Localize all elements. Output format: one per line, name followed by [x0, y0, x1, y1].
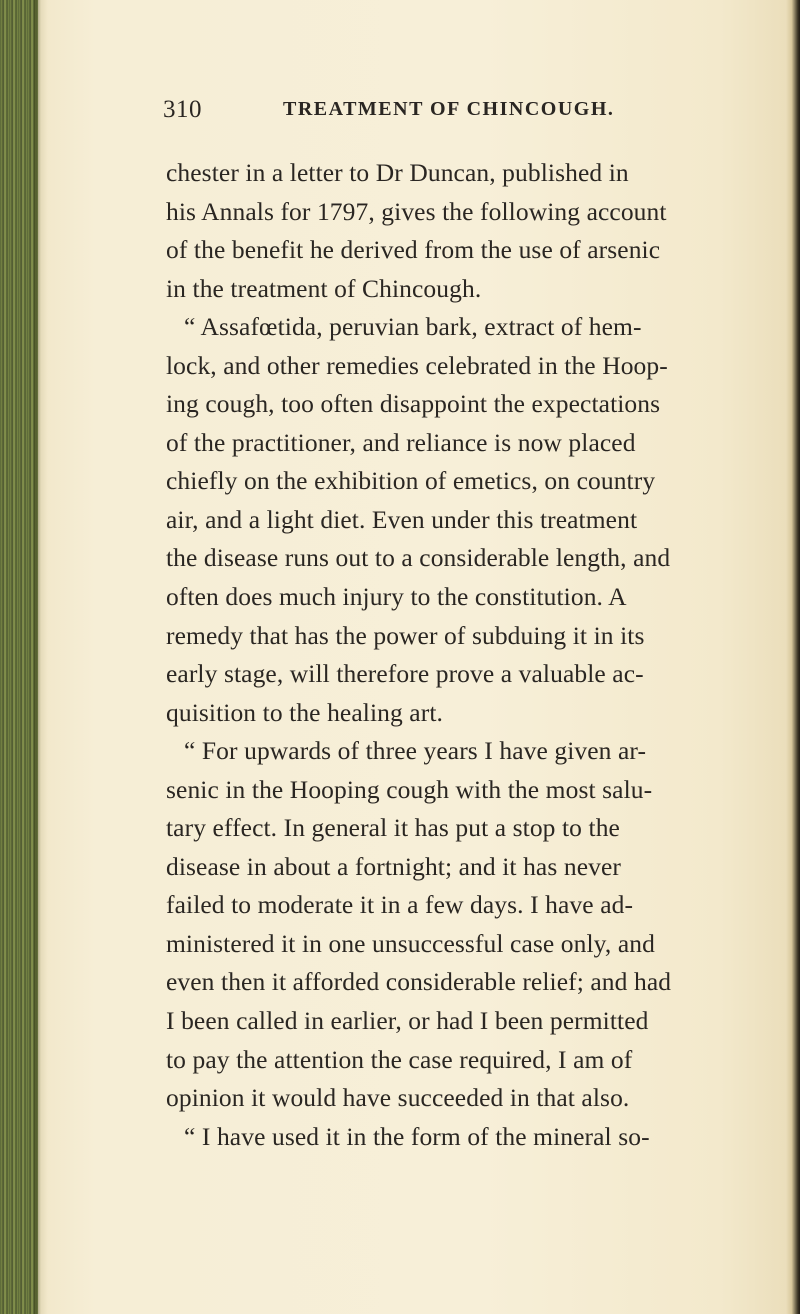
- text-line: ministered it in one unsuccessful case only, and: [166, 928, 655, 958]
- text-line: to pay the attention the case required, I am of: [166, 1044, 633, 1074]
- text-line: disease in about a fortnight; and it has never: [166, 851, 621, 881]
- text-line: even then it afforded considerable relief; and had: [166, 967, 672, 997]
- text-line: failed to moderate it in a few days. I have ad-: [166, 890, 634, 920]
- text-line: his Annals for 1797, gives the following account: [166, 196, 667, 226]
- text-line: early stage, will therefore prove a valuable ac-: [166, 659, 644, 689]
- text-line: air, and a light diet. Even under this treatment: [166, 504, 638, 534]
- text-line: chiefly on the exhibition of emetics, on country: [166, 466, 656, 496]
- running-head: TREATMENT OF CHINCOUGH.: [283, 98, 615, 120]
- text-line: chester in a letter to Dr Duncan, published in: [166, 158, 629, 187]
- text-line: I been called in earlier, or had I been permitted: [166, 1006, 649, 1036]
- text-line: opinion it would have succeeded in that also.: [166, 1083, 630, 1113]
- text-line: “ I have used it in the form of the mineral so-: [184, 1121, 650, 1151]
- body-text: [166, 154, 726, 1156]
- text-line: “ Assafœtida, peruvian bark, extract of hem-: [184, 312, 642, 342]
- text-line: ing cough, too often disappoint the expectations: [166, 389, 661, 419]
- text-line: senic in the Hooping cough with the most salu-: [166, 774, 653, 804]
- text-line: tary effect. In general it has put a stop to the: [166, 813, 620, 843]
- text-line: remedy that has the power of subduing it in its: [166, 620, 645, 650]
- binding-shadow: [34, 0, 48, 1314]
- text-line: the disease runs out to a considerable length, and: [166, 543, 671, 573]
- text-line: in the treatment of Chincough.: [166, 273, 482, 303]
- text-line: “ For upwards of three years I have given ar-: [184, 736, 647, 766]
- text-line: of the benefit he derived from the use of arsenic: [166, 235, 661, 265]
- text-line: quisition to the healing art.: [166, 697, 443, 727]
- page-edge-shadow: [786, 0, 800, 1314]
- text-line: of the practitioner, and reliance is now placed: [166, 427, 636, 457]
- page-header: [163, 96, 723, 136]
- text-line: lock, and other remedies celebrated in the Hoop-: [166, 350, 668, 380]
- page-number: 310: [163, 96, 202, 123]
- book-binding: [0, 0, 38, 1314]
- text-line: often does much injury to the constitution. A: [166, 582, 627, 612]
